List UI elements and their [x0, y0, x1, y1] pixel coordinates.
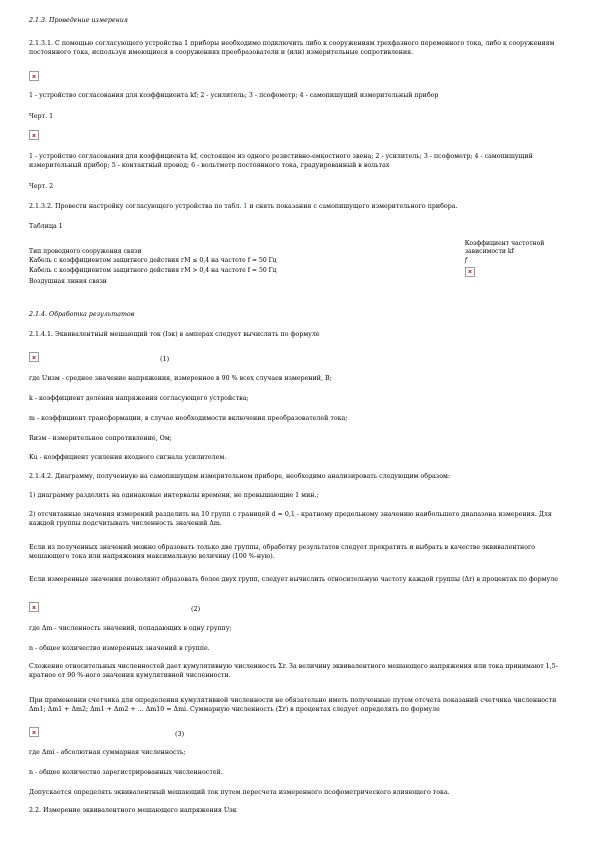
paragraph-2-1-4-1: 2.1.4.1. Эквивалентный мешающий ток (Iэк) в амперах следует вычислять по формуле [29, 331, 320, 338]
paragraph-counter: При применении счетчика для определения кумулятивной численности не обязательно иметь полученные путем отсчета показаний счетчика численности Δm1; Δm1 + Δm2; Δm1 + Δm2 + ... Δm10 = Δmi. Суммарную численность (Σr) в процентах следует определять по формуле [29, 697, 557, 713]
list-item-2: 2) отсчитанные значения измерений разделить на 10 групп с границей d = 0,1 - кратному предельному значению наибольшего диапазона измерения. Для каждой группы подсчитывать численность значений Δm. [29, 511, 552, 527]
paragraph-two-groups: Если из полученных значений можно образовать только две группы, обработку результатов следует прекратить и выбрать в качестве эквивалентного мешающего тока или напряжения максимальную величину (100 %-ную). [29, 544, 536, 560]
paragraph-allowed: Допускается определять эквивалентный мешающий ток путем пересчета измеренного псофометрического влияющего тока. [29, 789, 450, 796]
paragraph-cumulative: Сложение относительных численностей дает кумулятивную численность Σr. За величину эквивалентного мешающего напряжения или тока принимают 1,5-кратное от 90 %-ного значения кумулятивной численности. [29, 663, 558, 679]
broken-image-icon [29, 727, 39, 737]
paragraph-2-1-3-2-start: 2.1.3.2. Провести настройку согласующего устройства по табл. [29, 203, 242, 210]
equation-2-number: (2) [191, 605, 201, 613]
broken-image-icon [465, 267, 475, 277]
table-cell [465, 267, 569, 278]
table-cell: f [464, 257, 467, 265]
section-heading-2-1-3: 2.1.3. Проведение измерения [29, 17, 128, 24]
table-row [29, 267, 569, 278]
definition-rizm: Rизм - измерительное сопротивление, Ом; [29, 435, 172, 442]
paragraph-2-1-3-2-end: и снять показания с самопишущего измерительного прибора. [249, 203, 458, 210]
broken-image-icon [29, 602, 39, 612]
equation-3-number: (3) [175, 730, 185, 738]
section-heading-2-2: 2.2. Измерение эквивалентного мешающего напряжения Uэк [29, 807, 237, 814]
table-header-cell: Коэффициент частотной зависимости kf [464, 240, 545, 256]
table-header-cell: Тип проводного сооружения связи [29, 248, 142, 255]
definition-uizm: где Uизм - среднее значение напряжения, измеренное в 90 % всех случаев измерений, В; [29, 375, 332, 382]
table-row [29, 257, 569, 266]
definition-n: n - общее количество измеренных значений в группе. [29, 645, 210, 652]
definition-delta-mi: где Δmi - абсолютная суммарная численность; [29, 749, 186, 756]
table-cell: Воздушная линия связи [29, 277, 107, 285]
figure-1-caption: 1 - устройство согласования для коэффициента kf; 2 - усилитель; 3 - псофометр; 4 - самопишущий измерительный прибор [29, 92, 439, 99]
table-cell: Кабель с коэффициентом защитного действия гМ ≤ 0,4 на частоте f = 50 Гц [29, 257, 277, 265]
definition-ku: Ku - коэффициент усиления входного сигнала усилителем. [29, 454, 227, 461]
table-1-link[interactable]: 1 [243, 203, 248, 210]
definition-n-total: n - общее количество зарегистрированных численностей. [29, 769, 223, 776]
table-1 [29, 240, 569, 287]
figure-1-label: Черт. 1 [29, 113, 54, 120]
table-cell: Кабель с коэффициентом защитного действия гМ > 0,4 на частоте f = 50 Гц [29, 266, 277, 274]
paragraph-2-1-3-1: 2.1.3.1. С помощью согласующего устройства 1 приборы необходимо подключить либо к сооружениям трехфазного переменного тока, либо к сооружениям постоянного тока, используя имеющиеся в сооружениях преобразователи и (или) измерительные сопротивления. [29, 40, 555, 56]
figure-2-caption: 1 - устройство согласования для коэффициента kf, состоящее из одного резистивно-емкостного звена; 2 - усилитель; 3 - псофометр; 4 - самопишущий измерительный прибор; 5 - контактный провод; 6 - вольтметр постоянного тока, градуированный в вольтах [29, 153, 533, 169]
broken-image-icon [29, 71, 39, 81]
paragraph-2-1-4-2: 2.1.4.2. Диаграмму, полученную на самопишущем измерительном приборе, необходимо анализировать следующим образом: [29, 473, 451, 480]
definition-k: k - коэффициент деления напряжения согласующего устройства; [29, 395, 249, 402]
definition-m: m - коэффициент трансформации, в случае необходимости включения преобразователей тока; [29, 415, 348, 422]
table-row [29, 278, 569, 287]
table-header-row [29, 240, 569, 257]
table-cell [465, 278, 569, 287]
table-1-label: Таблица 1 [29, 223, 63, 230]
section-heading-2-1-4: 2.1.4. Обработка результатов [29, 311, 135, 318]
equation-1-number: (1) [160, 355, 170, 363]
broken-image-icon [29, 130, 39, 140]
paragraph-2-1-3-2 [29, 203, 565, 212]
list-item-1: 1) диаграмму разделить на одинаковые интервалы времени, не превышающие 1 мин.; [29, 492, 319, 499]
figure-2-label: Черт. 2 [29, 183, 54, 190]
paragraph-more-groups: Если измеренные значения позволяют образовать более двух групп, следует вычислить относительную частоту каждой группы (Δr) в процентах по формуле [29, 576, 558, 583]
broken-image-icon [29, 352, 39, 362]
definition-delta-m: где Δm - численность значений, попадающих в одну группу; [29, 625, 232, 632]
